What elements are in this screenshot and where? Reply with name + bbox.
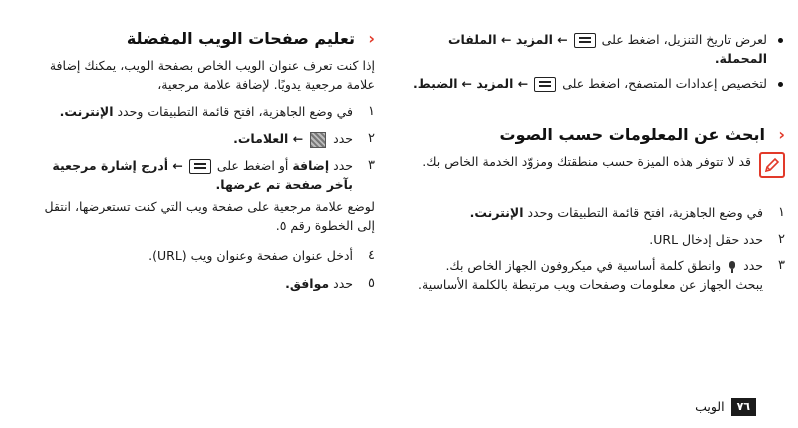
bullet-text: لعرض تاريخ التنزيل، اضغط على <box>601 32 767 47</box>
section-heading-bookmarks <box>42 28 375 50</box>
bullet-dot <box>778 38 783 43</box>
bullet-bold-target: الضبط. <box>413 76 458 91</box>
bullet-download-history <box>413 30 785 69</box>
chevron-icon: ‹ <box>778 125 785 144</box>
bookmark-step-2 <box>42 129 375 148</box>
step-text: وانطق كلمة أساسية في ميكروفون الجهاز الخاص بك. <box>445 258 722 273</box>
step-text: في وضع الجاهزية، افتح قائمة التطبيقات وحدد <box>527 205 763 220</box>
microphone-icon <box>728 261 736 273</box>
step-text: حدد <box>743 258 763 273</box>
bookmark-step-5 <box>42 274 375 293</box>
step-text: حدد حقل إدخال URL. <box>649 232 763 247</box>
note-text: قد لا تتوفر هذه الميزة حسب منطقتك ومزوّد الخدمة الخاص بك. <box>422 154 751 169</box>
bullet-bold-path: ← المزيد ← <box>461 76 529 91</box>
menu-key-icon <box>534 77 556 92</box>
step-bold-text: ← العلامات. <box>233 131 304 146</box>
step-text: أو اضغط على <box>216 158 289 173</box>
step-text: حدد <box>333 131 353 146</box>
step-number: ٢ <box>778 232 785 247</box>
step-number: ٢ <box>368 131 375 146</box>
step-subtext: يبحث الجهاز عن معلومات وصفحات ويب مرتبطة بالكلمة الأساسية. <box>418 277 763 293</box>
step-bold-text: الإنترنت. <box>59 104 114 119</box>
note-pencil-icon <box>759 152 785 178</box>
menu-key-icon <box>574 33 596 48</box>
voice-step-1 <box>413 203 785 222</box>
bullet-dot <box>778 82 783 87</box>
section-title: ابحث عن المعلومات حسب الصوت <box>499 125 765 144</box>
intro-text: إذا كنت تعرف عنوان الويب الخاص بصفحة الويب، يمكنك إضافة علامة مرجعية يدويًا. لإضافة علامة مرجعية، <box>49 58 375 93</box>
section-label: الويب <box>695 399 725 415</box>
step-number: ٣ <box>368 158 375 173</box>
step-text: أدخل عنوان صفحة وعنوان ويب (URL). <box>148 248 353 263</box>
bullet-bold-path: ← المزيد ← الملفات <box>447 32 568 47</box>
bookmark-step-1 <box>42 102 375 121</box>
step-bold-text: إضافة <box>292 158 330 173</box>
step-text: في وضع الجاهزية، افتح قائمة التطبيقات وحدد <box>117 104 353 119</box>
voice-step-3 <box>413 256 785 295</box>
bookmarks-icon <box>310 132 326 148</box>
section-title: تعليم صفحات الويب المفضلة <box>126 29 355 48</box>
step-subtext: لوضع علامة مرجعية على صفحة ويب التي كنت تستعرضها، انتقل إلى الخطوة رقم ٥. <box>44 198 375 234</box>
chevron-icon: ‹ <box>368 29 375 48</box>
voice-step-2 <box>413 230 785 249</box>
bullet-browser-settings <box>413 74 785 93</box>
bookmark-step-3 <box>42 156 375 236</box>
step-number: ٤ <box>368 248 375 263</box>
step-text: حدد <box>333 276 353 291</box>
step-number: ١ <box>368 104 375 119</box>
bullet-bold-target: المحملة. <box>714 51 767 67</box>
step-number: ٣ <box>778 258 785 273</box>
page-number: ٧٦ <box>731 398 756 416</box>
step-bold-text: ← أدرج إشارة مرجعية بآخر صفحة تم عرضها. <box>52 158 353 193</box>
step-text: حدد <box>333 158 353 173</box>
bullet-text: لتخصيص إعدادات المتصفح، اضغط على <box>562 76 767 91</box>
page-footer <box>695 398 756 416</box>
step-number: ٥ <box>368 276 375 291</box>
menu-key-icon <box>189 159 211 174</box>
step-bold-text: موافق. <box>285 276 330 291</box>
step-bold-text: الإنترنت. <box>469 205 524 220</box>
section-heading-voice-search <box>413 124 785 146</box>
bookmark-step-4 <box>42 246 375 265</box>
note-box <box>413 152 785 196</box>
step-number: ١ <box>778 205 785 220</box>
